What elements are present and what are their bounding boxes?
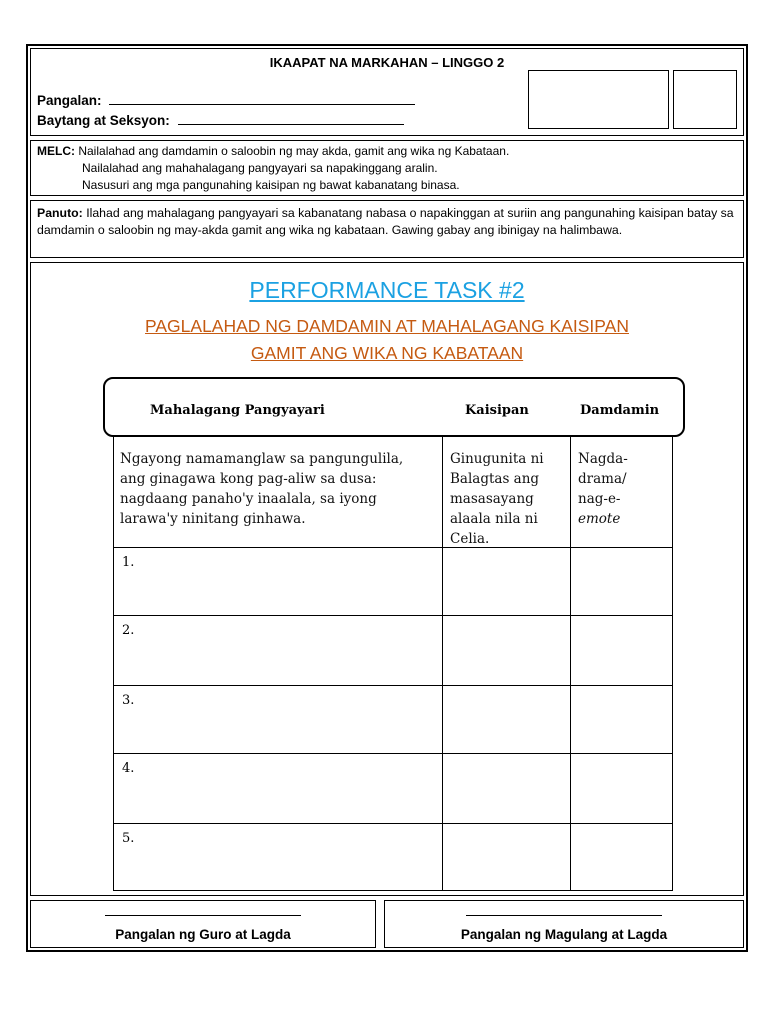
melc-line-3: Nasusuri ang mga pangunahing kaisipan ng bawat kabanatang binasa. bbox=[82, 178, 460, 192]
parent-signature-line[interactable] bbox=[466, 915, 662, 916]
row-number[interactable]: 2. bbox=[122, 623, 135, 638]
row-divider bbox=[114, 615, 672, 616]
total-box[interactable] bbox=[673, 70, 737, 129]
header-section bbox=[30, 48, 744, 136]
header-kaisipan: Kaisipan bbox=[465, 403, 529, 418]
teacher-signature-line[interactable] bbox=[105, 915, 301, 916]
melc-section bbox=[30, 140, 744, 196]
name-field[interactable] bbox=[37, 93, 415, 108]
melc-label: MELC: bbox=[37, 144, 75, 158]
answer-table bbox=[113, 435, 673, 891]
grade-section-blank-line[interactable] bbox=[178, 113, 404, 125]
task-subtitle: PAGLALAHAD NG DAMDAMIN AT MAHALAGANG KAISIPAN GAMIT ANG WIKA NG KABATAAN bbox=[145, 316, 629, 363]
instructions-label: Panuto: bbox=[37, 206, 83, 220]
parent-signature-label: Pangalan ng Magulang at Lagda bbox=[460, 927, 668, 942]
teacher-signature-box bbox=[30, 900, 376, 948]
row-divider bbox=[114, 547, 672, 548]
task-title: PERFORMANCE TASK #2 bbox=[249, 277, 525, 303]
column-divider bbox=[570, 435, 571, 890]
row-number[interactable]: 1. bbox=[122, 555, 135, 570]
row-divider bbox=[114, 823, 672, 824]
quarter-week-title: IKAAPAT NA MARKAHAN – LINGGO 2 bbox=[269, 55, 505, 70]
instructions-section bbox=[30, 200, 744, 258]
grade-section-field[interactable] bbox=[37, 113, 404, 128]
example-damdamin: Nagda- drama/ nag-e- emote bbox=[578, 451, 628, 527]
header-damdamin: Damdamin bbox=[580, 403, 660, 418]
row-divider bbox=[114, 685, 672, 686]
name-label: Pangalan: bbox=[37, 93, 102, 108]
header-pangyayari: Mahalagang Pangyayari bbox=[150, 403, 325, 418]
instructions-text: Panuto: Ilahad ang mahalagang pangyayari sa kabanatang nabasa o napakinggan at suriin ang pangunahing kaisipan batay sa damdamin o saloobin ng may-akda gamit ang wika ng kabataan. Gawing gabay ang ibinigay na halimbawa. bbox=[37, 206, 734, 237]
teacher-signature-label: Pangalan ng Guro at Lagda bbox=[115, 927, 291, 942]
example-pangyayari: Ngayong namamanglaw sa pangungulila, ang ginagawa kong pag-aliw sa dusa: nagdaang panaho'y inaalala, sa iyong larawa'y ninitang ginhawa. bbox=[120, 451, 404, 527]
parent-signature-box bbox=[384, 900, 744, 948]
example-kaisipan: Ginugunita ni Balagtas ang masasayang alaala nila ni Celia. bbox=[450, 451, 544, 547]
task-section bbox=[30, 262, 744, 896]
column-divider bbox=[442, 435, 443, 890]
row-number[interactable]: 3. bbox=[122, 693, 135, 708]
melc-line-2: Nailalahad ang mahahalagang pangyayari sa napakinggang aralin. bbox=[82, 161, 438, 175]
grade-section-label: Baytang at Seksyon: bbox=[37, 113, 170, 128]
table-header-bar bbox=[103, 377, 685, 437]
melc-line-1: MELC: Nailalahad ang damdamin o saloobin ng may akda, gamit ang wika ng Kabataan. bbox=[37, 144, 510, 158]
row-number[interactable]: 4. bbox=[122, 761, 135, 776]
name-blank-line[interactable] bbox=[109, 93, 415, 105]
row-divider bbox=[114, 753, 672, 754]
row-number[interactable]: 5. bbox=[122, 831, 135, 846]
score-box[interactable] bbox=[528, 70, 669, 129]
